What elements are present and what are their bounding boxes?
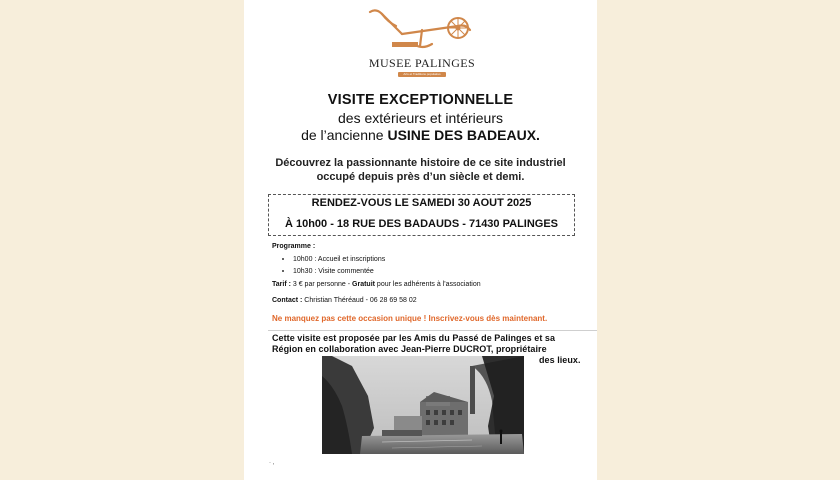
rendezvous-date: RENDEZ-VOUS LE SAMEDI 30 AOUT 2025: [311, 197, 532, 209]
programme-item-text: 10h30 : Visite commentée: [293, 268, 374, 275]
tarif-free-rest: pour les adhérents à l'association: [374, 281, 481, 288]
bullet-icon: [282, 270, 284, 272]
intro-line-1: Découvrez la passionnante histoire de ce site industriel: [275, 157, 566, 169]
rendezvous-place: À 10h00 - 18 RUE DES BADAUDS - 71430 PALINGES: [284, 218, 559, 230]
logo-title: MUSEE PALINGES: [368, 56, 476, 70]
contact-value: Christian Théréaud - 06 28 69 58 02: [302, 297, 417, 304]
headline-line-3: [244, 127, 597, 143]
credits-line-2: Région en collaboration avec Jean-Pierre DUCROT, propriétaire: [272, 344, 547, 354]
tarif-label: Tarif :: [272, 281, 291, 288]
factory-photo: [322, 356, 524, 454]
programme-item: [282, 268, 374, 275]
headline-line-1: VISITE EXCEPTIONNELLE: [327, 92, 514, 108]
headline-line-2: des extérieurs et intérieurs: [338, 110, 503, 126]
headline-line-3-bold: USINE DES BADEAUX.: [387, 127, 540, 143]
credits-line-1: Cette visite est proposée par les Amis du Passé de Palinges et sa: [272, 333, 556, 343]
credits-line-3: des lieux.: [539, 355, 581, 365]
rendezvous-box: [268, 194, 575, 236]
poster-page: [244, 0, 597, 480]
bullet-icon: [282, 258, 284, 260]
contact-label: Contact :: [272, 297, 303, 304]
tarif-free-label: Gratuit: [352, 281, 375, 288]
plough-icon: [362, 4, 482, 56]
footer-marks: · ,: [269, 460, 275, 466]
tarif-line: [272, 281, 481, 288]
warning-text: Ne manquez pas cette occasion unique ! Inscrivez-vous dès maintenant.: [272, 314, 548, 323]
programme-item: [282, 256, 385, 263]
logo-subtitle: Arts et Traditions populaires: [398, 72, 446, 77]
programme-label: Programme :: [272, 243, 316, 250]
headline-line-3-prefix: de l’ancienne: [301, 127, 388, 143]
programme-item-text: 10h00 : Accueil et inscriptions: [293, 256, 386, 263]
contact-line: [272, 297, 417, 304]
divider: [268, 330, 597, 331]
tarif-price: 3 € par personne -: [290, 281, 353, 288]
museum-logo: [362, 4, 482, 78]
intro-line-2: occupé depuis près d’un siècle et demi.: [316, 171, 525, 183]
